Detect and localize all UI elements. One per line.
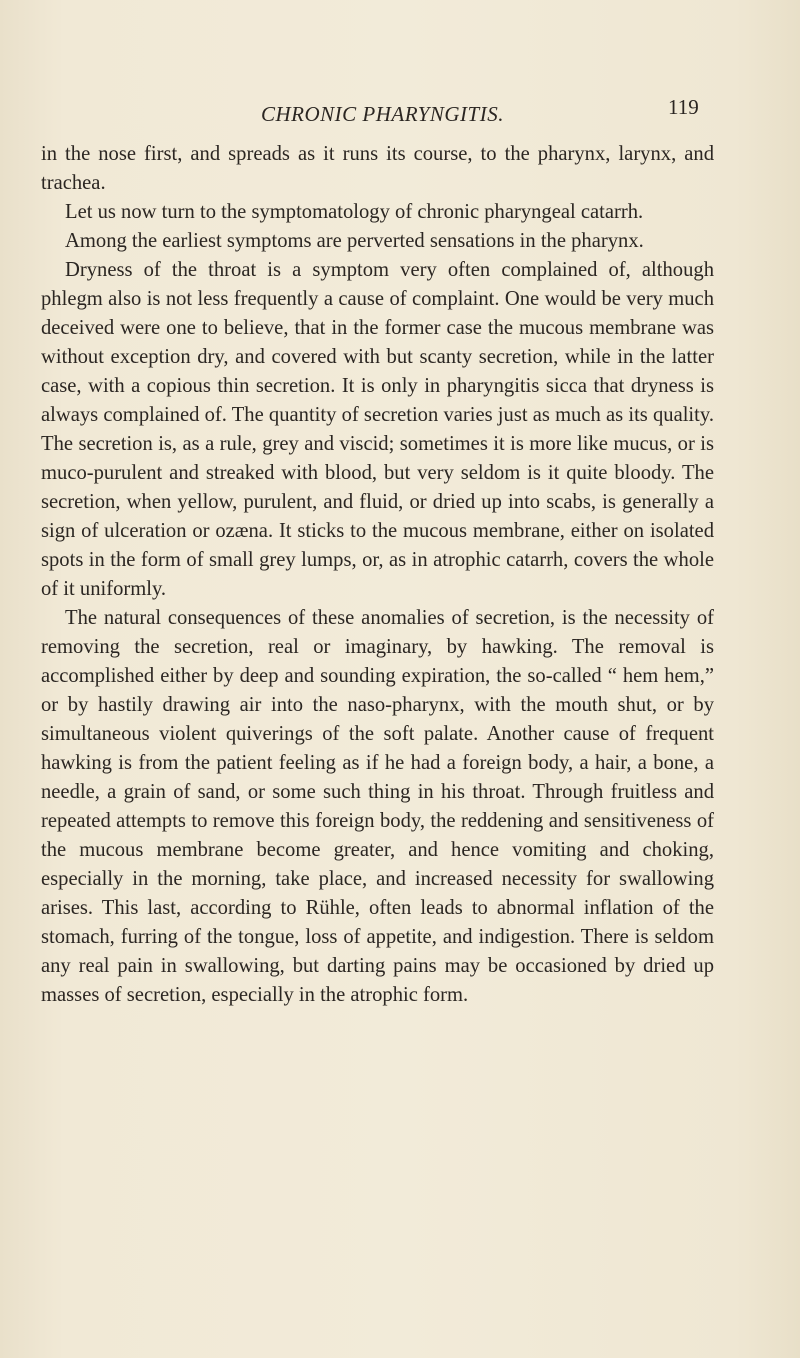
body-text: [41, 140, 714, 1010]
running-title: CHRONIC PHARYNGITIS.: [261, 102, 504, 126]
paragraph-dryness: Dryness of the throat is a symptom very often complained of, although phlegm also is not less frequently a cause of complaint. One would be very much deceived were one to believe, that in the former case the mucous membrane was without exception dry, and covered with but scanty secretion, while in the latter case, with a copious thin secretion. It is only in pharyngitis sicca that dryness is always complained of. The quantity of secretion varies just as much as its quality. The secretion is, as a rule, grey and viscid; sometimes it is more like mucus, or is muco-purulent and streaked with blood, but very seldom is it quite bloody. The secretion, when yellow, purulent, and fluid, or dried up into scabs, is generally a sign of ulceration or ozæna. It sticks to the mucous membrane, either on isolated spots in the form of small grey lumps, or, as in atrophic catarrh, covers the whole of it uniformly.: [41, 259, 714, 600]
page-header: [0, 95, 800, 134]
paragraph-consequences: The natural consequences of these anomalies of secretion, is the necessity of removing the secretion, real or imaginary, by hawking. The removal is accomplished either by deep and sounding expiration, the so-called “ hem hem,” or by hastily drawing air into the naso-pharynx, with the mouth shut, or by simultaneous violent quiverings of the soft palate. Another cause of frequent hawking is from the patient feeling as if he had a foreign body, a hair, a bone, a needle, a grain of sand, or some such thing in his throat. Through fruitless and repeated attempts to remove this foreign body, the reddening and sensitiveness of the mucous membrane become greater, and hence vomiting and choking, especially in the morning, take place, and increased necessity for swallowing arises. This last, according to Rühle, often leads to abnormal inflation of the stomach, furring of the tongue, loss of appetite, and indigestion. There is seldom any real pain in swallowing, but darting pains may be occasioned by dried up masses of secretion, especially in the atrophic form.: [41, 607, 714, 1006]
paragraph-continuation: in the nose first, and spreads as it runs its course, to the pharynx, larynx, and trachea.: [41, 143, 714, 194]
paragraph-earliest-symptoms: Among the earliest symptoms are perverted sensations in the pharynx.: [65, 230, 644, 252]
paragraph-symptomatology: Let us now turn to the symptomatology of chronic pharyngeal catarrh.: [65, 201, 644, 223]
page-number: 119: [668, 95, 699, 119]
